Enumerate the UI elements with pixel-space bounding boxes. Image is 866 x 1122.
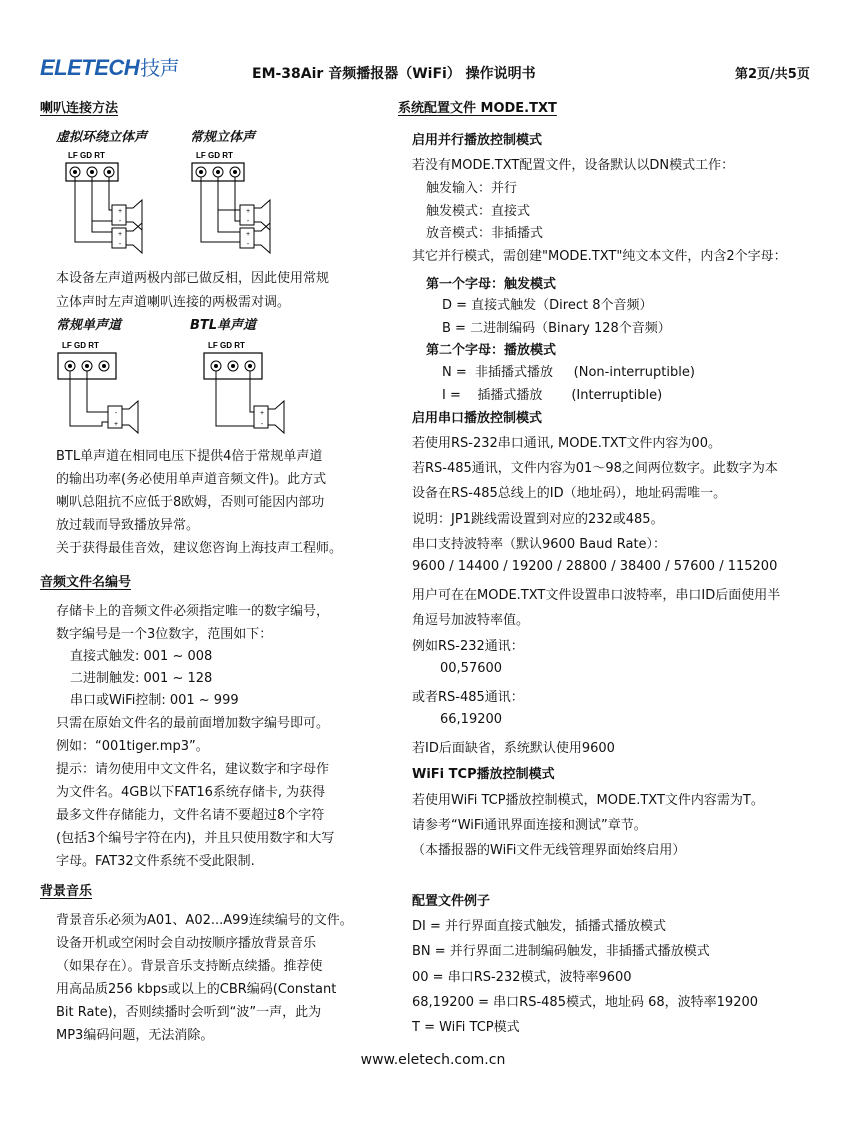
parallel-line: 其它并行模式，需创建"MODE.TXT"纯文本文件，内含2个字母： [412, 249, 787, 264]
normal-stereo-wiring-diagram [184, 146, 284, 264]
wifi-line: 请参考“WiFi通讯界面连接和测试”章节。 [412, 818, 647, 833]
second-letter-line: N = 非插播式播放 (Non-interruptible) [442, 365, 695, 380]
bgm-line: 设备开机或空闲时会自动按顺序播放背景音乐 [56, 936, 317, 951]
svg-text:+: + [245, 231, 251, 238]
svg-text:+: + [245, 208, 251, 215]
svg-text:LF GD RT: LF GD RT [196, 151, 233, 160]
logo-chinese: 技声 [140, 58, 180, 80]
serial-line: 用户可在在MODE.TXT文件设置串口波特率，串口ID后面使用半 [412, 588, 781, 603]
brand-logo [40, 52, 179, 81]
naming-line: 直接式触发: 001 ~ 008 [70, 649, 213, 664]
parallel-line: 触发输入：并行 [426, 181, 518, 196]
serial-line: 若RS-485通讯，文件内容为01～98之间两位数字。此数字为本 [412, 461, 778, 476]
svg-text:-: - [246, 241, 250, 248]
serial-line: 例如RS-232通讯： [412, 639, 524, 654]
speaker-heading: 喇叭连接方法 [40, 101, 119, 116]
naming-line: 最多文件存储能力，文件名请不要超过8个字符 [56, 808, 325, 823]
serial-title: 启用串口播放控制模式 [412, 411, 543, 426]
second-letter-line: I = 插播式播放 (Interruptible) [442, 388, 663, 403]
footer-url[interactable]: www.eletech.com.cn [360, 1052, 506, 1068]
terminal-label: LF GD RT [68, 151, 105, 160]
naming-line: 二进制触发: 001 ~ 128 [70, 671, 213, 686]
svg-text:-: - [246, 218, 250, 225]
naming-line: 提示：请勿使用中文文件名，建议数字和字母作 [56, 762, 330, 777]
second-letter-title: 第二个字母：播放模式 [426, 343, 557, 358]
wifi-line: 若使用WiFi TCP播放控制模式，MODE.TXT文件内容需为T。 [412, 793, 764, 808]
parallel-line: 放音模式：非插播式 [426, 226, 544, 241]
first-letter-line: B = 二进制编码（Binary 128个音频） [442, 321, 671, 336]
page-number: 第2页/共5页 [735, 67, 810, 82]
example-line: BN = 并行界面二进制编码触发，非插播式播放模式 [412, 944, 710, 959]
stereo-note-line: 立体声时左声道喇叭连接的两极需对调。 [56, 295, 291, 310]
example-title: 配置文件例子 [412, 894, 491, 909]
svg-text:LF GD RT: LF GD RT [62, 341, 99, 350]
bgm-line: Bit Rate)，否则续播时会听到“波”一声，此为 [56, 1005, 322, 1020]
svg-text:-: - [118, 218, 122, 225]
naming-line: 数字编号是一个3位数字，范围如下： [56, 627, 273, 642]
naming-line: 串口或WiFi控制: 001 ~ 999 [70, 693, 239, 708]
serial-line: 若ID后面缺省，系统默认使用9600 [412, 741, 615, 756]
serial-line: 设备在RS-485总线上的ID（地址码），地址码需唯一。 [412, 486, 727, 501]
virtual-surround-wiring-diagram [60, 146, 160, 264]
example-line: 68,19200 = 串口RS-485模式，地址码 68，波特率19200 [412, 995, 759, 1010]
naming-heading: 音频文件名编号 [40, 575, 132, 590]
serial-line: 66,19200 [440, 712, 503, 727]
example-line: 00 = 串口RS-232模式，波特率9600 [412, 970, 632, 985]
naming-line: 只需在原始文件名的最前面增加数字编号即可。 [56, 716, 330, 731]
btl-note-line: 关于获得最佳音效，建议您咨询上海技声工程师。 [56, 541, 343, 556]
serial-line: 若使用RS-232串口通讯, MODE.TXT文件内容为00。 [412, 436, 721, 451]
bgm-line: 背景音乐必须为A01、A02...A99连续编号的文件。 [56, 913, 353, 928]
bgm-line: 用高品质256 kbps或以上的CBR编码(Constant [56, 982, 337, 997]
svg-text:-: - [260, 421, 264, 428]
wifi-title: WiFi TCP播放控制模式 [412, 767, 555, 782]
bgm-line: MP3编码问题，无法消除。 [56, 1028, 214, 1043]
example-line: T = WiFi TCP模式 [412, 1020, 520, 1035]
btl-note-line: BTL单声道在相同电压下提供4倍于常规单声道 [56, 449, 323, 464]
wifi-line: （本播报器的WiFi文件无线管理界面始终启用） [412, 843, 686, 858]
parallel-line: 触发模式：直接式 [426, 204, 531, 219]
svg-text:+: + [117, 231, 123, 238]
bgm-line: （如果存在）。背景音乐支持断点续播。推荐使 [56, 959, 323, 974]
serial-line: 说明：JP1跳线需设置到对应的232或485。 [412, 512, 664, 527]
serial-line: 或者RS-485通讯： [412, 690, 524, 705]
first-letter-line: D = 直接式触发（Direct 8个音频） [442, 298, 653, 313]
naming-line: 字母。FAT32文件系统不受此限制. [56, 854, 255, 869]
label-virtual-surround: 虚拟环绕立体声 [56, 130, 148, 145]
btl-note-line: 放过载而导致播放异常。 [56, 518, 200, 533]
serial-line: 角逗号加波特率值。 [412, 613, 530, 628]
naming-line: (包括3个编号字符在内)，并且只使用数字和大写 [56, 831, 335, 846]
label-normal-mono: 常规单声道 [56, 318, 122, 333]
normal-mono-wiring-diagram [50, 336, 160, 436]
example-line: DI = 并行界面直接式触发，插播式播放模式 [412, 919, 667, 934]
svg-text:-: - [118, 241, 122, 248]
serial-line: 00,57600 [440, 661, 503, 676]
parallel-line: 若没有MODE.TXT配置文件，设备默认以DN模式工作： [412, 158, 735, 173]
stereo-note-line: 本设备左声道两极内部已做反相，因此使用常规 [56, 271, 330, 286]
svg-text:-: - [114, 410, 118, 417]
svg-text:+: + [259, 410, 265, 417]
naming-line: 为文件名。4GB以下FAT16系统存储卡, 为获得 [56, 785, 326, 800]
serial-line: 9600 / 14400 / 19200 / 28800 / 38400 / 57600 / 115200 [412, 559, 778, 574]
svg-text:+: + [113, 421, 119, 428]
btl-note-line: 的输出功率(务必使用单声道音频文件)。此方式 [56, 472, 327, 487]
serial-line: 串口支持波特率（默认9600 Baud Rate）： [412, 537, 667, 552]
btl-mono-wiring-diagram [196, 336, 306, 436]
svg-text:LF GD RT: LF GD RT [208, 341, 245, 350]
first-letter-title: 第一个字母：触发模式 [426, 277, 557, 292]
label-normal-stereo: 常规立体声 [190, 130, 256, 145]
svg-text:+: + [117, 208, 123, 215]
bgm-heading: 背景音乐 [40, 884, 93, 899]
btl-note-line: 喇叭总阻抗不应低于8欧姆，否则可能因内部功 [56, 495, 325, 510]
parallel-title: 启用并行播放控制模式 [412, 133, 543, 148]
naming-line: 存储卡上的音频文件必须指定唯一的数字编号， [56, 604, 330, 619]
label-btl-mono: BTL单声道 [190, 318, 257, 333]
document-title: EM-38Air 音频播报器（WiFi） 操作说明书 [252, 66, 536, 82]
mode-heading: 系统配置文件 MODE.TXT [398, 101, 557, 116]
logo-latin: ELETECH [40, 55, 140, 80]
naming-line: 例如：“001tiger.mp3”。 [56, 739, 209, 754]
